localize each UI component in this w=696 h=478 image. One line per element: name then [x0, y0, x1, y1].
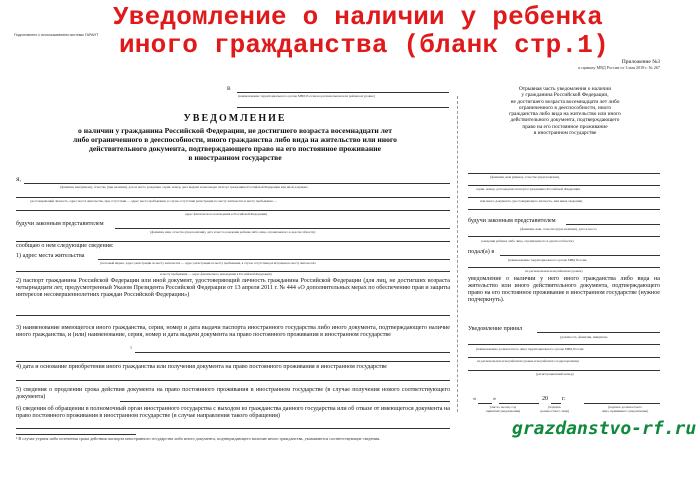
stub-organ-line-2[interactable] [468, 267, 660, 268]
stub-sign-caption-line: должностного лица) [539, 409, 570, 414]
stub-fio-caption [590, 405, 660, 413]
footnote-marker: 1 [130, 345, 132, 350]
stub-heading-line: право на его постоянное проживание [522, 123, 608, 130]
stub-date-close: » [493, 396, 497, 402]
stub-accepted-label: Уведомление принял [468, 326, 523, 332]
overlay-title-line-1: Уведомление о наличии у ребенка [113, 2, 603, 32]
stub-accepted-caption-3: на региональном или районном уровне или районного подразделения) [477, 359, 579, 363]
stub-fio-caption-line: (подпись должностного [607, 405, 643, 409]
site-watermark: grazdanstvo-rf.ru [512, 418, 696, 439]
address-caption-2: и месту пребывания — адрес фактического нахождения в Российской Федерации) [160, 272, 272, 276]
stub-heading-line: гражданства либо вида на жительство или иного [509, 111, 621, 118]
rep-line[interactable] [115, 228, 450, 229]
form-heading: УВЕДОМЛЕНИЕ [183, 113, 287, 124]
stub-rep-label: будучи законным представителем [468, 218, 556, 224]
source-note: Подготовлено с использованием системы ГАРАНТ [14, 33, 99, 37]
stub-year-suffix: г. [562, 396, 566, 402]
stub-rep-line[interactable] [566, 224, 660, 225]
subheading-line: в иностранном государстве [188, 153, 282, 162]
stub-reg-line[interactable] [468, 370, 660, 371]
acquisition-line[interactable] [16, 380, 450, 381]
stub-heading-line: ограниченного в дееспособности, иного [518, 104, 612, 111]
extension-line[interactable] [120, 401, 450, 402]
cut-line [457, 96, 458, 412]
stub-doc-line-2[interactable] [468, 209, 660, 210]
item-address: 1) адрес места жительства [16, 253, 85, 259]
stub-year-prefix: 20 [542, 396, 549, 402]
to-line[interactable] [237, 92, 449, 93]
stub-heading-line: у гражданина Российской Федерации, [521, 92, 609, 99]
stub-name-line-2[interactable] [468, 185, 660, 186]
item-citizenship: 3) наименование имеющегося иного гражданства, серия, номер и дата выдачи паспорта иностранного государства либо иного документа, подтверждающего наличие иного гражданства, и (или) наименование, серия, номер и дата выдачи документа на право постоянного проживания в иностранном государстве [16, 325, 450, 339]
stub-notice-text: уведомление о наличии у него иного гражданства либо вида на жительство или иного действительного документа, подтверждающего право на его постоянное проживание в иностранном государстве (нужное подчеркнуть). [468, 276, 660, 304]
address-caption: (почтовый индекс, адрес регистрации по месту жительства — адрес регистрации по месту пребывания, в случае отсутствия регистрации по месту жительства [100, 261, 316, 265]
rep-label: будучи законным представителем [16, 221, 104, 227]
stub-day-line[interactable] [478, 403, 492, 404]
to-line-2[interactable] [237, 107, 449, 108]
rep-caption: (фамилия, имя, отчество (при наличии), дата и место рождения ребенка либо лица, ограниченного в дееспособности) [150, 230, 316, 234]
applicant-caption: (фамилия, имя (имена), отчество (при наличии), дата и место рождения, серия, номер, дата выдачи и кем выдан паспорт гражданина Российской Федерации или иной документ, [60, 185, 309, 189]
subheading-line: действительного документа, подтверждающего право на его постоянное проживание [89, 144, 381, 153]
stub-heading-line: не достигшего возраста восемнадцати лет либо [510, 98, 620, 105]
citizenship-line[interactable] [135, 352, 450, 353]
item-acquisition: 4) дата и основание приобретения иного гражданства или получения документа на право постоянного проживания в иностранном государстве [16, 364, 387, 370]
passport-line[interactable] [16, 315, 450, 316]
item-passport: 2) паспорт гражданина Российской Федерации или иной документ, удостоверяющий личность гражданина Российской Федерации (для лиц, не достигших возраста четырнадцати лет, предусмотренный Указом Президента Российской Федерации от 13 апреля 2011 г. № 444 «О дополнительных мерах по обеспечению прав и защиты интересов несовершеннолетних граждан Российской Федерации») [16, 278, 450, 299]
order-reference: к приказу МВД России от 3 мая 2018 г. № 267 [578, 65, 660, 70]
appendix-label: Приложение №3 [621, 59, 660, 65]
citizenship-line-2[interactable] [16, 361, 450, 362]
rep-line-2[interactable] [16, 241, 450, 242]
stub-sign-caption-line: (подпись [548, 405, 561, 409]
stub-accepted-line[interactable] [537, 332, 660, 333]
stub-doc-caption-2: или иного документа, удостоверяющего личность, или иные сведения) [480, 199, 583, 203]
stub-sign-line[interactable] [584, 403, 660, 404]
item-extension: 5) сведения о продлении срока действия документа на право постоянного проживания в иностранном государстве (в случае получения нового соответствующего документа) [16, 387, 450, 401]
stub-submitted-label: подал(а) в [468, 249, 495, 255]
stub-rep-line-2[interactable] [468, 236, 660, 237]
stub-heading [470, 86, 660, 136]
stub-name-caption: (фамилия, имя (имена), отчество (при наличии), [490, 175, 560, 179]
subheading-line: либо ограниченного в дееспособности, иного гражданства либо вида на жительство или иного [73, 135, 397, 144]
applicant-line-2[interactable] [16, 197, 450, 198]
renunciation-line[interactable] [16, 428, 450, 429]
stub-doc-line[interactable] [468, 197, 660, 198]
applicant-line-3[interactable] [16, 210, 450, 211]
stub-accepted-caption: (должность, фамилия, инициалы [560, 335, 608, 339]
applicant-caption-2: удостоверяющий личность, адрес места жительства, при отсутствии — адрес места пребывания, в случае отсутствия регистрации по месту жительства и месту пребывания — [30, 199, 277, 203]
footnote-text: ¹ В случае утраты либо истечения срока действия паспорта иностранного государства либо иного документа, подтверждающего наличие иного гражданства, указываются соответствующие сведения. [16, 436, 381, 441]
stub-name-line[interactable] [468, 173, 660, 174]
report-label: сообщаю о нем следующие сведения: [16, 243, 114, 249]
stub-year-line[interactable] [551, 403, 561, 404]
stub-heading-line: в иностранном государстве [533, 130, 597, 137]
stub-organ-line[interactable] [500, 255, 660, 256]
address-line[interactable] [98, 259, 450, 260]
to-caption: (наименование территориального органа МВД России на региональном или районном уровне) [238, 94, 375, 98]
i-prefix: Я, [16, 177, 21, 183]
stub-accepted-line-2[interactable] [468, 344, 660, 345]
stub-heading-line: Отрывная часть уведомления о наличии [518, 86, 612, 92]
footnote-divider [16, 434, 136, 435]
stub-fio-caption-line: лица, принявшего уведомление) [601, 409, 649, 414]
applicant-caption-3: адрес фактического нахождения в Российской Федерации) [185, 212, 268, 216]
stub-month-line[interactable] [499, 403, 539, 404]
stub-rep-caption-2: рождения ребенка либо лица, ограниченного в дееспособности) [481, 239, 574, 243]
stub-date-caption-line: (число, месяц, год [489, 405, 517, 409]
stub-organ-caption: (наименование территориального органа МВД России [508, 258, 587, 262]
stub-organ-caption-2: на региональном или районном уровне) [525, 269, 583, 273]
form-subheading [20, 126, 450, 162]
stub-reg-caption: (регистрационный номер) [536, 372, 574, 376]
stub-date-caption [478, 405, 528, 413]
stub-date-caption-line: принятия уведомления) [485, 409, 521, 414]
applicant-line[interactable] [24, 183, 450, 184]
stub-sign-caption [532, 405, 577, 413]
stub-heading-line: действительного документа, подтверждающего [510, 117, 620, 124]
item-renunciation: 6) сведения об обращении в полномочный орган иностранного государства с выходом из гражданства данного государства или об отказе от имеющегося документа на право постоянного проживания в иностранном государстве (в случае направления такого обращения) [16, 406, 450, 420]
stub-accepted-line-3[interactable] [468, 357, 660, 358]
stub-doc-caption: серия, номер, дата выдачи паспорта гражданина Российской Федерации [476, 187, 581, 191]
stub-rep-caption: (фамилия, имя, отчество (при наличии), дата и место [520, 227, 597, 231]
to-prefix: В [227, 86, 231, 92]
subheading-line: о наличии у гражданина Российской Федерации, не достигшего возраста восемнадцати лет [78, 126, 392, 135]
stub-date-open: « [473, 396, 477, 402]
overlay-title-line-2: иного гражданства (бланк стр.1) [119, 30, 609, 60]
stub-accepted-caption-2: (наименование должностного лица территориального органа МВД России [476, 347, 584, 351]
